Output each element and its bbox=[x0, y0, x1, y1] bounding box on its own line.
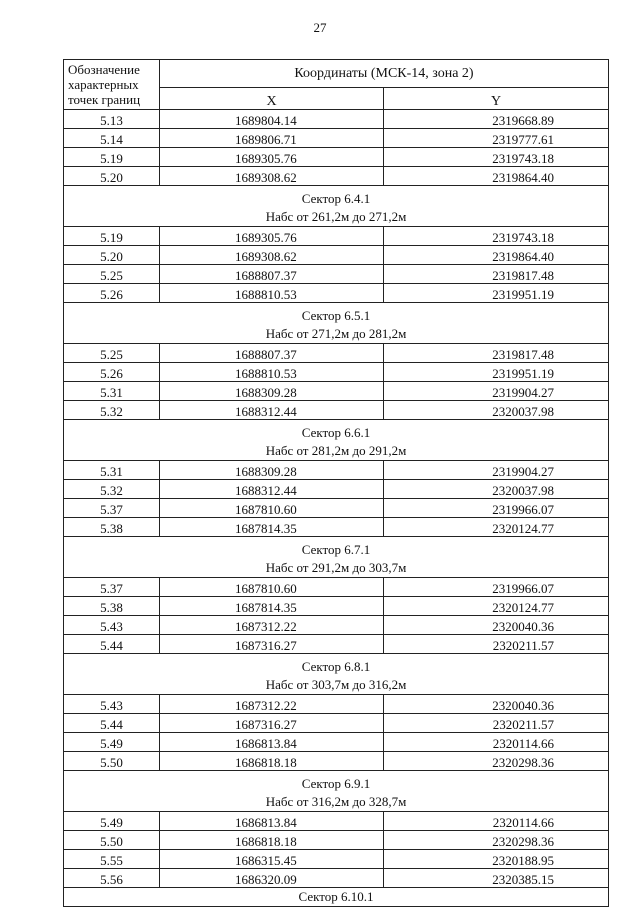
point-designation-cell: 5.26 bbox=[64, 284, 160, 303]
y-coordinate-cell: 2319817.48 bbox=[384, 265, 609, 284]
header-coords-group: Координаты (МСК-14, зона 2) bbox=[160, 60, 609, 88]
table-row bbox=[64, 284, 609, 303]
table-row bbox=[64, 850, 609, 869]
sector-cell bbox=[64, 420, 609, 461]
x-coordinate-cell: 1687312.22 bbox=[160, 616, 384, 635]
y-coordinate-cell: 2319951.19 bbox=[384, 363, 609, 382]
table-row bbox=[64, 246, 609, 265]
table-row bbox=[64, 461, 609, 480]
y-coordinate-cell: 2320298.36 bbox=[384, 752, 609, 771]
table-row bbox=[64, 812, 609, 831]
x-coordinate-cell: 1686818.18 bbox=[160, 752, 384, 771]
x-coordinate-cell: 1689308.62 bbox=[160, 246, 384, 265]
point-designation-cell: 5.20 bbox=[64, 167, 160, 186]
table-row bbox=[64, 869, 609, 888]
y-coordinate-cell: 2320124.77 bbox=[384, 597, 609, 616]
point-designation-cell: 5.43 bbox=[64, 695, 160, 714]
sector-height-range: Набс от 271,2м до 281,2м bbox=[265, 326, 407, 341]
table-row bbox=[64, 344, 609, 363]
header-row-1 bbox=[64, 60, 609, 88]
x-coordinate-cell: 1686320.09 bbox=[160, 869, 384, 888]
x-coordinate-cell: 1686813.84 bbox=[160, 733, 384, 752]
x-coordinate-cell: 1686813.84 bbox=[160, 812, 384, 831]
point-designation-cell: 5.13 bbox=[64, 110, 160, 129]
point-designation-cell: 5.43 bbox=[64, 616, 160, 635]
sector-height-range: Набс от 316,2м до 328,7м bbox=[265, 794, 407, 809]
y-coordinate-cell: 2320114.66 bbox=[384, 812, 609, 831]
page-number: 27 bbox=[313, 20, 327, 35]
sector-cell bbox=[64, 654, 609, 695]
point-designation-cell: 5.19 bbox=[64, 148, 160, 167]
x-coordinate-cell: 1689305.76 bbox=[160, 148, 384, 167]
sector-name: Сектор 6.7.1 bbox=[301, 542, 371, 557]
sector-cell bbox=[64, 186, 609, 227]
table-row bbox=[64, 499, 609, 518]
sector-name: Сектор 6.10.1 bbox=[298, 889, 374, 904]
table-row bbox=[64, 401, 609, 420]
y-coordinate-cell: 2319904.27 bbox=[384, 461, 609, 480]
point-designation-cell: 5.37 bbox=[64, 499, 160, 518]
sector-cell bbox=[64, 537, 609, 578]
table-row bbox=[64, 227, 609, 246]
y-coordinate-cell: 2319864.40 bbox=[384, 246, 609, 265]
point-designation-cell: 5.32 bbox=[64, 401, 160, 420]
sector-name: Сектор 6.8.1 bbox=[301, 659, 371, 674]
table-row bbox=[64, 635, 609, 654]
table-row bbox=[64, 831, 609, 850]
x-coordinate-cell: 1688312.44 bbox=[160, 401, 384, 420]
x-coordinate-cell: 1688309.28 bbox=[160, 382, 384, 401]
sector-row bbox=[64, 303, 609, 344]
point-designation-cell: 5.37 bbox=[64, 578, 160, 597]
x-coordinate-cell: 1688309.28 bbox=[160, 461, 384, 480]
header-y: Y bbox=[384, 88, 609, 110]
table-row bbox=[64, 616, 609, 635]
header-x: X bbox=[160, 88, 384, 110]
point-designation-cell: 5.44 bbox=[64, 635, 160, 654]
y-coordinate-cell: 2319777.61 bbox=[384, 129, 609, 148]
table-row bbox=[64, 752, 609, 771]
sector-row bbox=[64, 654, 609, 695]
y-coordinate-cell: 2319864.40 bbox=[384, 167, 609, 186]
x-coordinate-cell: 1687316.27 bbox=[160, 714, 384, 733]
x-coordinate-cell: 1687810.60 bbox=[160, 499, 384, 518]
table-row bbox=[64, 129, 609, 148]
y-coordinate-cell: 2319966.07 bbox=[384, 499, 609, 518]
point-designation-cell: 5.20 bbox=[64, 246, 160, 265]
x-coordinate-cell: 1689804.14 bbox=[160, 110, 384, 129]
table-row bbox=[64, 714, 609, 733]
y-coordinate-cell: 2319951.19 bbox=[384, 284, 609, 303]
point-designation-cell: 5.38 bbox=[64, 597, 160, 616]
sector-name: Сектор 6.4.1 bbox=[301, 191, 371, 206]
sector-cell bbox=[64, 303, 609, 344]
y-coordinate-cell: 2320211.57 bbox=[384, 714, 609, 733]
x-coordinate-cell: 1687814.35 bbox=[160, 518, 384, 537]
table-row bbox=[64, 382, 609, 401]
y-coordinate-cell: 2320114.66 bbox=[384, 733, 609, 752]
table-row bbox=[64, 518, 609, 537]
sector-name: Сектор 6.6.1 bbox=[301, 425, 371, 440]
x-coordinate-cell: 1689308.62 bbox=[160, 167, 384, 186]
y-coordinate-cell: 2320298.36 bbox=[384, 831, 609, 850]
point-designation-cell: 5.14 bbox=[64, 129, 160, 148]
y-coordinate-cell: 2320124.77 bbox=[384, 518, 609, 537]
point-designation-cell: 5.31 bbox=[64, 382, 160, 401]
point-designation-cell: 5.50 bbox=[64, 752, 160, 771]
point-designation-cell: 5.25 bbox=[64, 265, 160, 284]
table-row bbox=[64, 148, 609, 167]
table-row bbox=[64, 597, 609, 616]
y-coordinate-cell: 2320037.98 bbox=[384, 480, 609, 499]
y-coordinate-cell: 2319743.18 bbox=[384, 148, 609, 167]
sector-name: Сектор 6.9.1 bbox=[301, 776, 371, 791]
table-row bbox=[64, 578, 609, 597]
sector-height-range: Набс от 281,2м до 291,2м bbox=[265, 443, 407, 458]
sector-row bbox=[64, 771, 609, 812]
point-designation-cell: 5.56 bbox=[64, 869, 160, 888]
point-designation-cell: 5.25 bbox=[64, 344, 160, 363]
sector-row bbox=[64, 186, 609, 227]
table-row bbox=[64, 110, 609, 129]
sector-row bbox=[64, 537, 609, 578]
x-coordinate-cell: 1687312.22 bbox=[160, 695, 384, 714]
point-designation-cell: 5.26 bbox=[64, 363, 160, 382]
x-coordinate-cell: 1686315.45 bbox=[160, 850, 384, 869]
sector-name: Сектор 6.5.1 bbox=[301, 308, 371, 323]
y-coordinate-cell: 2319966.07 bbox=[384, 578, 609, 597]
sector-height-range: Набс от 291,2м до 303,7м bbox=[265, 560, 407, 575]
sector-row bbox=[64, 420, 609, 461]
y-coordinate-cell: 2320040.36 bbox=[384, 616, 609, 635]
point-designation-cell: 5.50 bbox=[64, 831, 160, 850]
header-designation: Обозначение характерных точек границ bbox=[64, 60, 160, 110]
y-coordinate-cell: 2320188.95 bbox=[384, 850, 609, 869]
point-designation-cell: 5.44 bbox=[64, 714, 160, 733]
y-coordinate-cell: 2319904.27 bbox=[384, 382, 609, 401]
y-coordinate-cell: 2319668.89 bbox=[384, 110, 609, 129]
sector-height-range: Набс от 303,7м до 316,2м bbox=[265, 677, 407, 692]
table-row bbox=[64, 167, 609, 186]
x-coordinate-cell: 1688807.37 bbox=[160, 265, 384, 284]
sector-cell bbox=[64, 771, 609, 812]
y-coordinate-cell: 2319743.18 bbox=[384, 227, 609, 246]
table-row bbox=[64, 363, 609, 382]
table-row bbox=[64, 265, 609, 284]
x-coordinate-cell: 1687814.35 bbox=[160, 597, 384, 616]
x-coordinate-cell: 1688810.53 bbox=[160, 363, 384, 382]
point-designation-cell: 5.19 bbox=[64, 227, 160, 246]
table-row bbox=[64, 480, 609, 499]
x-coordinate-cell: 1689305.76 bbox=[160, 227, 384, 246]
x-coordinate-cell: 1689806.71 bbox=[160, 129, 384, 148]
y-coordinate-cell: 2320040.36 bbox=[384, 695, 609, 714]
x-coordinate-cell: 1687316.27 bbox=[160, 635, 384, 654]
point-designation-cell: 5.55 bbox=[64, 850, 160, 869]
point-designation-cell: 5.31 bbox=[64, 461, 160, 480]
x-coordinate-cell: 1686818.18 bbox=[160, 831, 384, 850]
y-coordinate-cell: 2320037.98 bbox=[384, 401, 609, 420]
point-designation-cell: 5.49 bbox=[64, 733, 160, 752]
y-coordinate-cell: 2320385.15 bbox=[384, 869, 609, 888]
sector-height-range: Набс от 261,2м до 271,2м bbox=[265, 209, 407, 224]
sector-row bbox=[64, 888, 609, 907]
point-designation-cell: 5.49 bbox=[64, 812, 160, 831]
table-row bbox=[64, 733, 609, 752]
point-designation-cell: 5.32 bbox=[64, 480, 160, 499]
x-coordinate-cell: 1688312.44 bbox=[160, 480, 384, 499]
y-coordinate-cell: 2320211.57 bbox=[384, 635, 609, 654]
x-coordinate-cell: 1687810.60 bbox=[160, 578, 384, 597]
x-coordinate-cell: 1688810.53 bbox=[160, 284, 384, 303]
x-coordinate-cell: 1688807.37 bbox=[160, 344, 384, 363]
y-coordinate-cell: 2319817.48 bbox=[384, 344, 609, 363]
coordinates-table bbox=[63, 59, 609, 907]
coordinates-table-body bbox=[64, 60, 609, 907]
table-row bbox=[64, 695, 609, 714]
point-designation-cell: 5.38 bbox=[64, 518, 160, 537]
sector-cell bbox=[64, 888, 609, 907]
